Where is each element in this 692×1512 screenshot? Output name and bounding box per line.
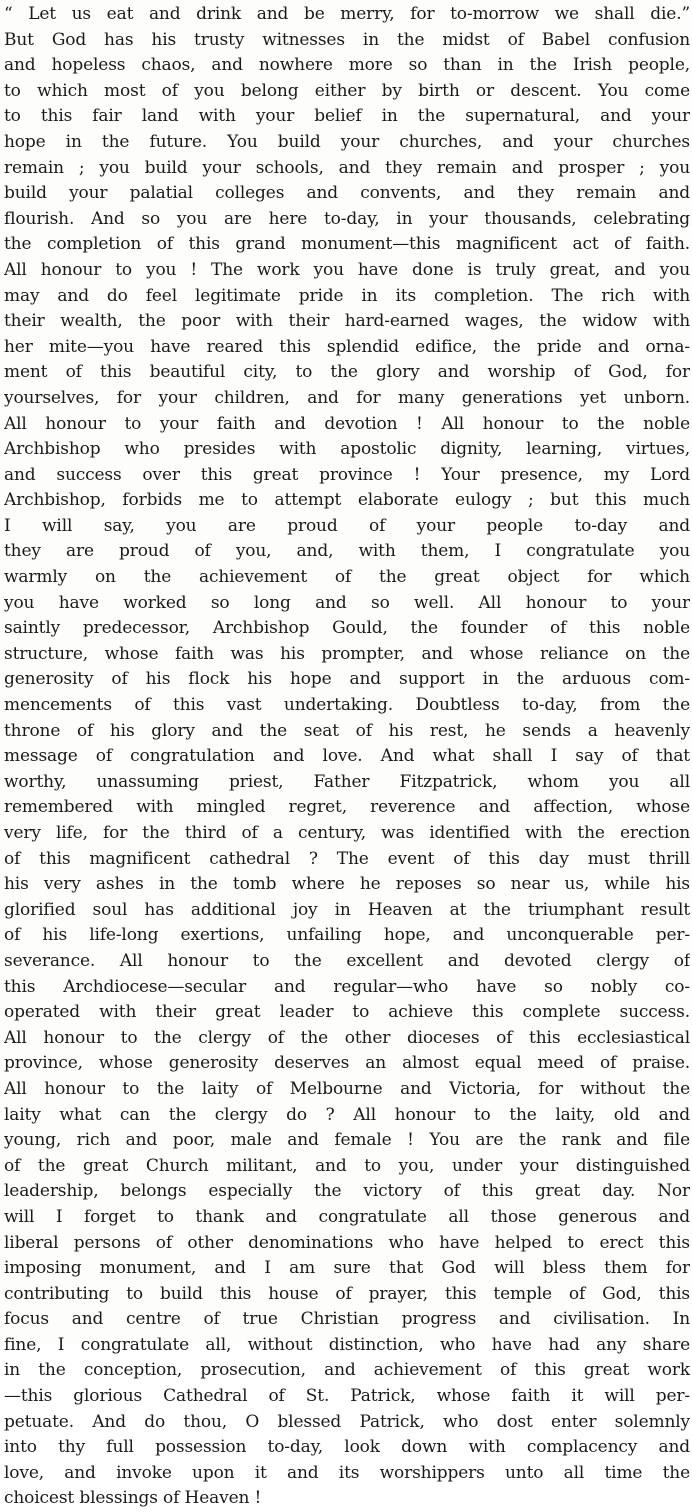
text-line: flourish. And so you are here to-day, in your thousands, celebrating bbox=[4, 208, 690, 229]
text-line: Archbishop, forbids me to attempt elaborate eulogy ; but this much bbox=[4, 490, 690, 511]
text-line: love, and invoke upon it and its worshippers unto all time the bbox=[4, 1462, 690, 1483]
text-line: the completion of this grand monument—this magnificent act of faith. bbox=[4, 234, 690, 255]
text-line: this Archdiocese—secular and regular—who have so nobly co- bbox=[4, 976, 690, 997]
text-line: throne of his glory and the seat of his rest, he sends a heavenly bbox=[4, 720, 690, 741]
text-line: structure, whose faith was his prompter, and whose reliance on the bbox=[4, 643, 690, 664]
text-line: warmly on the achievement of the great object for which bbox=[4, 567, 690, 588]
text-line: of his life-long exertions, unfailing hope, and unconquerable per- bbox=[4, 925, 690, 946]
text-line: petuate. And do thou, O blessed Patrick, who dost enter solemnly bbox=[4, 1411, 690, 1432]
text-line: “ Let us eat and drink and be merry, for to-morrow we shall die.” bbox=[4, 4, 690, 24]
text-line: But God has his trusty witnesses in the midst of Babel confusion bbox=[4, 29, 690, 50]
text-line: All honour to you ! The work you have done is truly great, and you bbox=[4, 259, 690, 280]
text-line: Archbishop who presides with apostolic dignity, learning, virtues, bbox=[4, 439, 690, 460]
text-line: in the conception, prosecution, and achievement of this great work bbox=[4, 1360, 690, 1381]
text-line: you have worked so long and so well. All honour to your bbox=[4, 592, 690, 613]
text-line: build your palatial colleges and convents, and they remain and bbox=[4, 183, 690, 204]
text-line: young, rich and poor, male and female ! You are the rank and file bbox=[4, 1130, 690, 1151]
text-line: contributing to build this house of prayer, this temple of God, this bbox=[4, 1283, 690, 1304]
text-line: into thy full possession to-day, look down with complacency and bbox=[4, 1437, 690, 1458]
text-line: worthy, unassuming priest, Father Fitzpatrick, whom you all bbox=[4, 771, 690, 792]
text-line: mencements of this vast undertaking. Doubtless to-day, from the bbox=[4, 695, 690, 716]
text-line: and success over this great province ! Your presence, my Lord bbox=[4, 464, 690, 485]
text-line: leadership, belongs especially the victory of this great day. Nor bbox=[4, 1181, 690, 1202]
text-line: to which most of you belong either by birth or descent. You come bbox=[4, 80, 690, 101]
text-line: fine, I congratulate all, without distinction, who have had any share bbox=[4, 1334, 690, 1355]
text-line: glorified soul has additional joy in Heaven at the triumphant result bbox=[4, 899, 690, 920]
text-line: All honour to your faith and devotion ! All honour to the noble bbox=[4, 413, 690, 434]
text-line: to this fair land with your belief in the supernatural, and your bbox=[4, 106, 690, 127]
text-line: they are proud of you, and, with them, I congratulate you bbox=[4, 541, 690, 562]
text-line: hope in the future. You build your churches, and your churches bbox=[4, 131, 690, 152]
text-line: choicest blessings of Heaven ! bbox=[4, 1488, 262, 1509]
text-line: their wealth, the poor with their hard-earned wages, the widow with bbox=[4, 311, 690, 332]
text-line: province, whose generosity deserves an almost equal meed of praise. bbox=[4, 1053, 690, 1074]
text-line: and hopeless chaos, and nowhere more so than in the Irish people, bbox=[4, 55, 690, 76]
text-line: of the great Church militant, and to you, under your distinguished bbox=[4, 1155, 690, 1176]
text-line: generosity of his flock his hope and support in the arduous com- bbox=[4, 669, 690, 690]
text-line: operated with their great leader to achieve this complete success. bbox=[4, 1002, 690, 1023]
text-line: severance. All honour to the excellent and devoted clergy of bbox=[4, 950, 690, 971]
text-line: All honour to the laity of Melbourne and Victoria, for without the bbox=[4, 1078, 690, 1099]
text-line: imposing monument, and I am sure that God will bless them for bbox=[4, 1258, 690, 1279]
text-line: may and do feel legitimate pride in its completion. The rich with bbox=[4, 285, 690, 306]
text-line: very life, for the third of a century, was identified with the erection bbox=[4, 823, 690, 843]
text-line: I will say, you are proud of your people to-day and bbox=[4, 515, 690, 536]
text-line: will I forget to thank and congratulate all those generous and bbox=[4, 1206, 690, 1227]
text-line: yourselves, for your children, and for many generations yet unborn. bbox=[4, 387, 690, 408]
text-line: All honour to the clergy of the other dioceses of this ecclesiastical bbox=[4, 1027, 690, 1048]
text-line: his very ashes in the tomb where he reposes so near us, while his bbox=[4, 874, 690, 895]
text-line: saintly predecessor, Archbishop Gould, the founder of this noble bbox=[4, 618, 690, 639]
text-line: of this magnificent cathedral ? The event of this day must thrill bbox=[4, 848, 690, 869]
text-line: message of congratulation and love. And what shall I say of that bbox=[4, 746, 690, 767]
text-line: laity what can the clergy do ? All honour to the laity, old and bbox=[4, 1104, 690, 1125]
text-line: —this glorious Cathedral of St. Patrick, whose faith it will per- bbox=[4, 1386, 690, 1407]
text-line: focus and centre of true Christian progress and civilisation. In bbox=[4, 1309, 690, 1330]
text-line: remembered with mingled regret, reverence and affection, whose bbox=[4, 797, 690, 818]
article-text bbox=[4, 2, 690, 1512]
text-line: her mite—you have reared this splendid edifice, the pride and orna- bbox=[4, 336, 690, 357]
text-line: liberal persons of other denominations who have helped to erect this bbox=[4, 1232, 690, 1253]
text-line: ment of this beautiful city, to the glory and worship of God, for bbox=[4, 362, 690, 383]
text-line: remain ; you build your schools, and they remain and prosper ; you bbox=[4, 157, 690, 178]
